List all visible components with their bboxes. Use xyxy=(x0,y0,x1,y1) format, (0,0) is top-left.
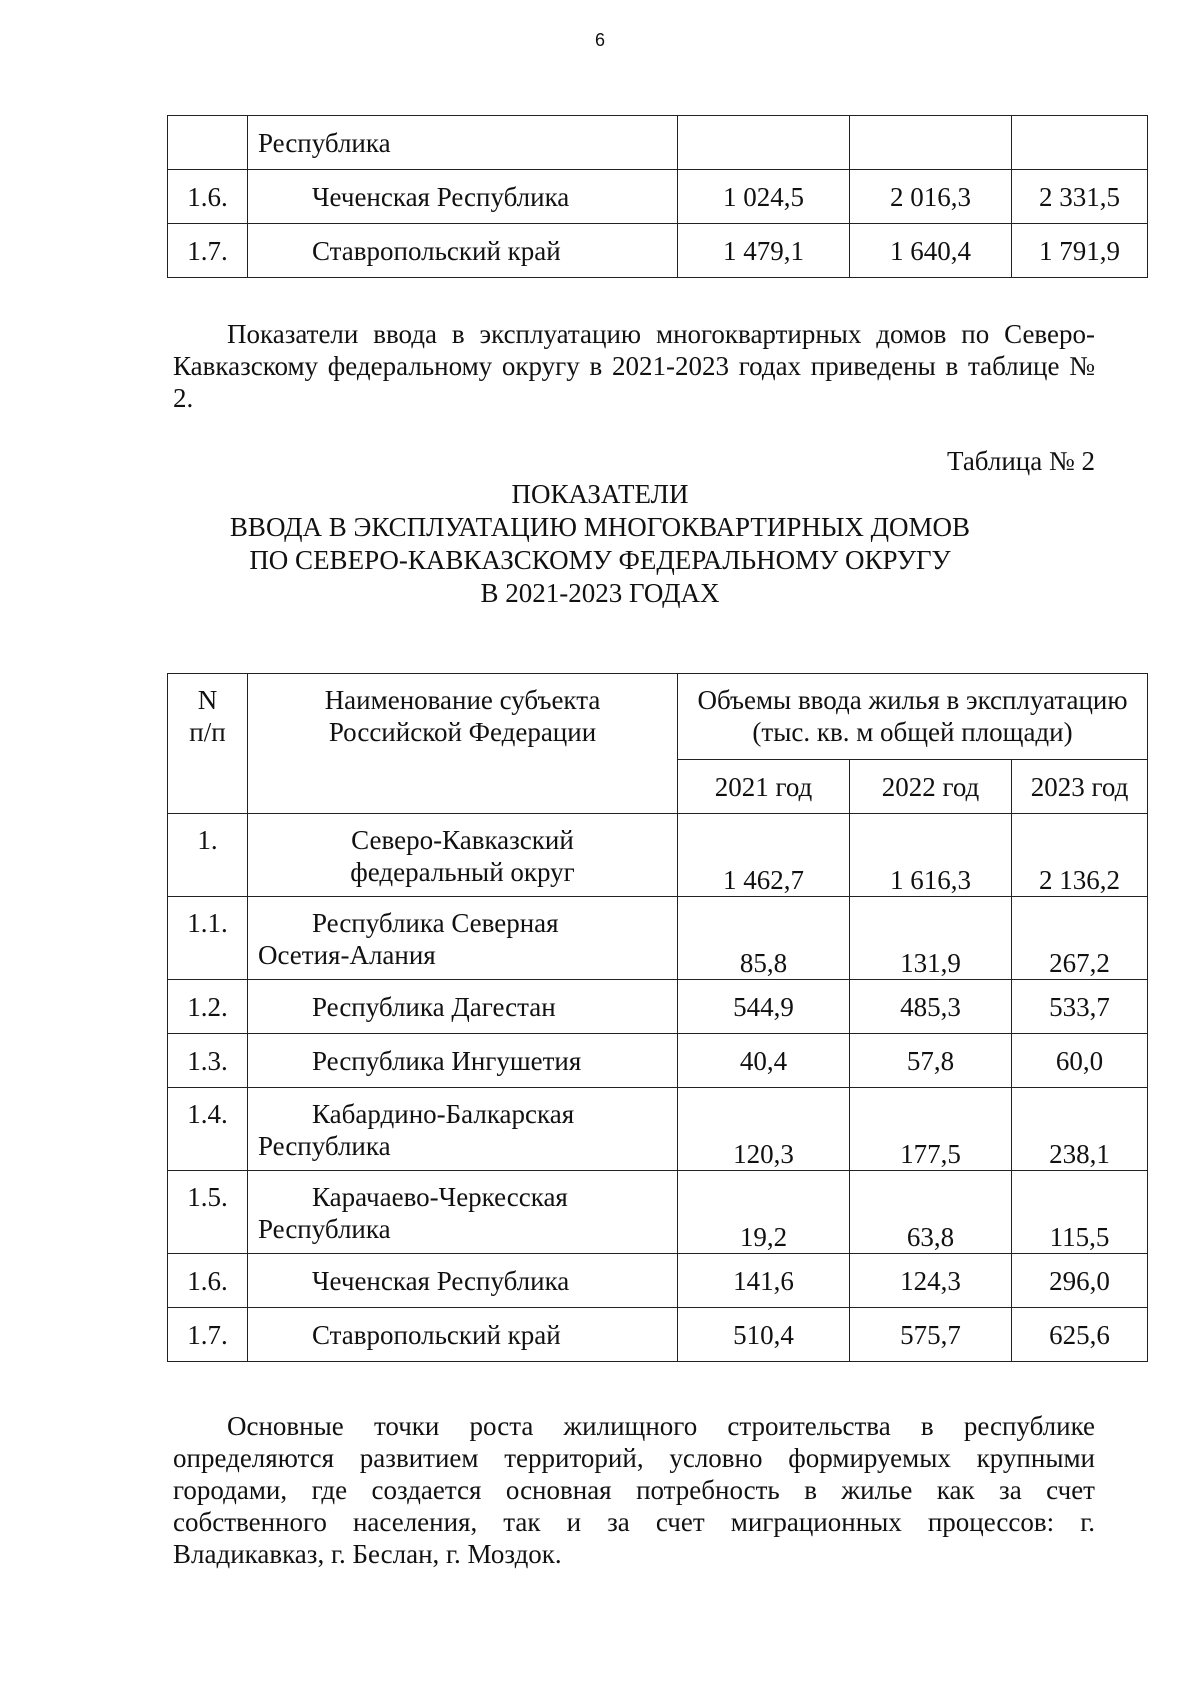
value-2021: 1 024,5 xyxy=(678,170,850,224)
subject-name xyxy=(248,897,678,980)
table-row xyxy=(168,170,1148,224)
value-2023: 238,1 xyxy=(1012,1088,1148,1171)
value-2021: 544,9 xyxy=(678,980,850,1034)
value-2021: 40,4 xyxy=(678,1034,850,1088)
page-number: 6 xyxy=(594,30,605,50)
row-number: 1.5. xyxy=(168,1171,248,1254)
subject-name-line1: Республика Северная xyxy=(312,908,559,938)
row-number: 1.7. xyxy=(168,1308,248,1362)
value-2023: 1 791,9 xyxy=(1012,224,1148,278)
value-2022: 485,3 xyxy=(850,980,1012,1034)
subject-name-line1: Республика Ингушетия xyxy=(312,1045,582,1076)
subject-name xyxy=(248,1308,678,1362)
previous-table-continuation xyxy=(167,115,1148,278)
closing-paragraph xyxy=(173,1410,1095,1570)
subject-name: Республика xyxy=(248,116,678,170)
table-row xyxy=(168,116,1148,170)
subject-name xyxy=(248,1034,678,1088)
table-row xyxy=(168,224,1148,278)
value-2023: 2 136,2 xyxy=(1012,814,1148,897)
header-number xyxy=(168,674,248,814)
subject-name xyxy=(248,224,678,278)
subject-name-line2: федеральный округ xyxy=(350,857,575,887)
subject-name-line1: Карачаево-Черкесская xyxy=(312,1182,568,1212)
value-2022 xyxy=(850,116,1012,170)
subject-name xyxy=(248,1254,678,1308)
subject-name-line2: Республика xyxy=(258,1131,391,1161)
table-row xyxy=(168,1034,1148,1088)
value-2021: 1 462,7 xyxy=(678,814,850,897)
subject-name-line2: Осетия-Алания xyxy=(258,940,436,970)
header-number-line2: п/п xyxy=(189,717,226,747)
table-label: Таблица № 2 xyxy=(947,446,1095,476)
value-2021: 1 479,1 xyxy=(678,224,850,278)
row-number xyxy=(168,116,248,170)
table-row xyxy=(168,1088,1148,1171)
subject-name-line1: Кабардино-Балкарская xyxy=(312,1099,575,1129)
value-2021 xyxy=(678,116,850,170)
table-title xyxy=(0,478,1200,610)
value-2023: 296,0 xyxy=(1012,1254,1148,1308)
value-2023: 2 331,5 xyxy=(1012,170,1148,224)
row-number: 1.3. xyxy=(168,1034,248,1088)
title-line: ВВОДА В ЭКСПЛУАТАЦИЮ МНОГОКВАРТИРНЫХ ДОМОВ xyxy=(229,512,971,542)
value-2021: 19,2 xyxy=(678,1171,850,1254)
value-2023: 60,0 xyxy=(1012,1034,1148,1088)
table-row xyxy=(168,980,1148,1034)
subject-name xyxy=(248,814,678,897)
value-2023: 625,6 xyxy=(1012,1308,1148,1362)
table-row xyxy=(168,897,1148,980)
table-header-row xyxy=(168,674,1148,760)
value-2023 xyxy=(1012,116,1148,170)
subject-name-line1: Республика Дагестан xyxy=(312,991,556,1022)
table-row xyxy=(168,1254,1148,1308)
value-2021: 85,8 xyxy=(678,897,850,980)
row-number: 1.6. xyxy=(168,1254,248,1308)
subject-name-text: Ставропольский край xyxy=(312,235,561,266)
subject-name xyxy=(248,980,678,1034)
header-subject-name xyxy=(248,674,678,814)
housing-table xyxy=(167,673,1148,1362)
subject-name-line1: Чеченская Республика xyxy=(312,1265,570,1296)
header-year-2021: 2021 год xyxy=(678,760,850,814)
header-number-line1: N xyxy=(197,685,218,715)
table-row xyxy=(168,814,1148,897)
subject-name-line1: Северо-Кавказский xyxy=(351,825,574,855)
table-row xyxy=(168,1171,1148,1254)
subject-name xyxy=(248,1171,678,1254)
value-2022: 124,3 xyxy=(850,1254,1012,1308)
value-2022: 1 640,4 xyxy=(850,224,1012,278)
header-year-2022: 2022 год xyxy=(850,760,1012,814)
value-2022: 177,5 xyxy=(850,1088,1012,1171)
subject-name xyxy=(248,1088,678,1171)
title-line: ПО СЕВЕРО-КАВКАЗСКОМУ ФЕДЕРАЛЬНОМУ ОКРУГУ xyxy=(249,545,951,575)
subject-name-line2: Республика xyxy=(258,1214,391,1244)
subject-name-line1: Ставропольский край xyxy=(312,1319,561,1350)
row-number: 1.6. xyxy=(168,170,248,224)
value-2021: 141,6 xyxy=(678,1254,850,1308)
row-number: 1.4. xyxy=(168,1088,248,1171)
row-number: 1.1. xyxy=(168,897,248,980)
header-volume-line2: (тыс. кв. м общей площади) xyxy=(752,717,1073,747)
value-2022: 1 616,3 xyxy=(850,814,1012,897)
subject-name xyxy=(248,170,678,224)
intro-paragraph xyxy=(173,318,1095,414)
value-2022: 575,7 xyxy=(850,1308,1012,1362)
title-line: ПОКАЗАТЕЛИ xyxy=(511,479,689,509)
value-2023: 115,5 xyxy=(1012,1171,1148,1254)
title-line: В 2021-2023 ГОДАХ xyxy=(480,578,720,608)
value-2021: 120,3 xyxy=(678,1088,850,1171)
row-number: 1.7. xyxy=(168,224,248,278)
header-volume xyxy=(678,674,1148,760)
value-2022: 63,8 xyxy=(850,1171,1012,1254)
row-number: 1.2. xyxy=(168,980,248,1034)
header-name-line1: Наименование субъекта xyxy=(324,685,601,715)
header-volume-line1: Объемы ввода жилья в эксплуатацию xyxy=(697,685,1128,715)
intro-paragraph-text: Показатели ввода в эксплуатацию многоквартирных домов по Северо-Кавказскому федеральному округу в 2021-2023 годах приведены в таблице № 2. xyxy=(173,319,1095,413)
value-2023: 267,2 xyxy=(1012,897,1148,980)
header-year-2023: 2023 год xyxy=(1012,760,1148,814)
value-2022: 2 016,3 xyxy=(850,170,1012,224)
subject-name-text: Чеченская Республика xyxy=(312,181,570,212)
value-2022: 131,9 xyxy=(850,897,1012,980)
value-2023: 533,7 xyxy=(1012,980,1148,1034)
value-2021: 510,4 xyxy=(678,1308,850,1362)
closing-paragraph-text: Основные точки роста жилищного строительства в республике определяются развитием территорий, условно формируемых крупными городами, где создается основная потребность в жилье как за счет собственного населения, так и за счет миграционных процессов: г. Владикавказ, г. Беслан, г. Моздок. xyxy=(173,1411,1095,1569)
header-name-line2: Российской Федерации xyxy=(328,717,597,747)
value-2022: 57,8 xyxy=(850,1034,1012,1088)
table-row xyxy=(168,1308,1148,1362)
row-number: 1. xyxy=(168,814,248,897)
